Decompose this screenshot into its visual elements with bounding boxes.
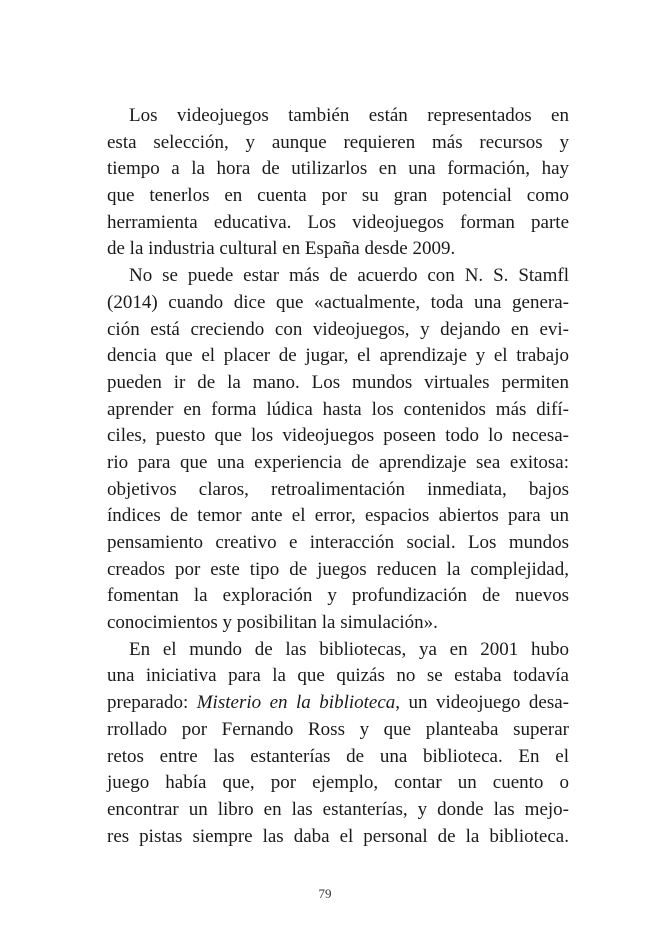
text-line: rio para que una experiencia de aprendizaje sea exitosa: xyxy=(107,451,569,473)
text-line: fomentan la exploración y profundización de nuevos xyxy=(107,585,569,607)
paragraph xyxy=(107,263,569,637)
text-line: tiempo a la hora de utilizarlos en una formación, hay xyxy=(107,158,569,180)
text-line: No se puede estar más de acuerdo con N. S. Stamfl xyxy=(129,265,569,287)
text-line: objetivos claros, retroalimentación inmediata, bajos xyxy=(107,478,569,500)
page-number: 79 xyxy=(318,886,332,901)
text-line: (2014) cuando dice que «actualmente, toda una genera- xyxy=(107,291,569,313)
text-line: rrollado por Fernando Ross y que planteaba superar xyxy=(107,718,569,740)
book-title: Misterio en la biblioteca xyxy=(196,692,396,714)
text-segment: preparado: xyxy=(107,692,197,714)
text-line: conocimientos y posibilitan la simulación». xyxy=(107,612,438,634)
text-line: creados por este tipo de juegos reducen la complejidad, xyxy=(107,558,569,580)
text-line: encontrar un libro en las estanterías, y donde las mejo- xyxy=(107,798,569,820)
text-line: una iniciativa para la que quizás no se estaba todavía xyxy=(107,665,569,687)
text-line: índices de temor ante el error, espacios abiertos para un xyxy=(107,505,569,527)
text-line: res pistas siempre las daba el personal de la biblioteca. xyxy=(107,825,569,847)
text-line: dencia que el placer de jugar, el aprendizaje y el trabajo xyxy=(107,345,569,367)
paragraph xyxy=(107,103,569,263)
text-line: ción está creciendo con videojuegos, y dejando en evi- xyxy=(107,318,569,340)
text-line: En el mundo de las bibliotecas, ya en 2001 hubo xyxy=(129,638,569,660)
paragraph xyxy=(107,637,569,851)
text-line: herramienta educativa. Los videojuegos forman parte xyxy=(107,211,569,233)
text-segment: , un videojuego desa- xyxy=(395,692,570,714)
text-line: Los videojuegos también están representados en xyxy=(129,105,569,126)
text-line: retos entre las estanterías de una biblioteca. En el xyxy=(107,745,569,767)
text-line: ciles, puesto que los videojuegos poseen todo lo necesa- xyxy=(107,425,569,447)
text-line: de la industria cultural en España desde 2009. xyxy=(107,238,456,260)
text-line: que tenerlos en cuenta por su gran potencial como xyxy=(107,185,569,207)
text-line xyxy=(107,690,569,717)
text-line: aprender en forma lúdica hasta los contenidos más difí- xyxy=(107,398,569,420)
text-line: pensamiento creativo e interacción social. Los mundos xyxy=(107,532,569,553)
text-line: juego había que, por ejemplo, contar un cuento o xyxy=(107,772,569,794)
body-text xyxy=(107,103,569,850)
text-line: esta selección, y aunque requieren más recursos y xyxy=(107,131,569,153)
text-line: pueden ir de la mano. Los mundos virtuales permiten xyxy=(107,371,569,393)
